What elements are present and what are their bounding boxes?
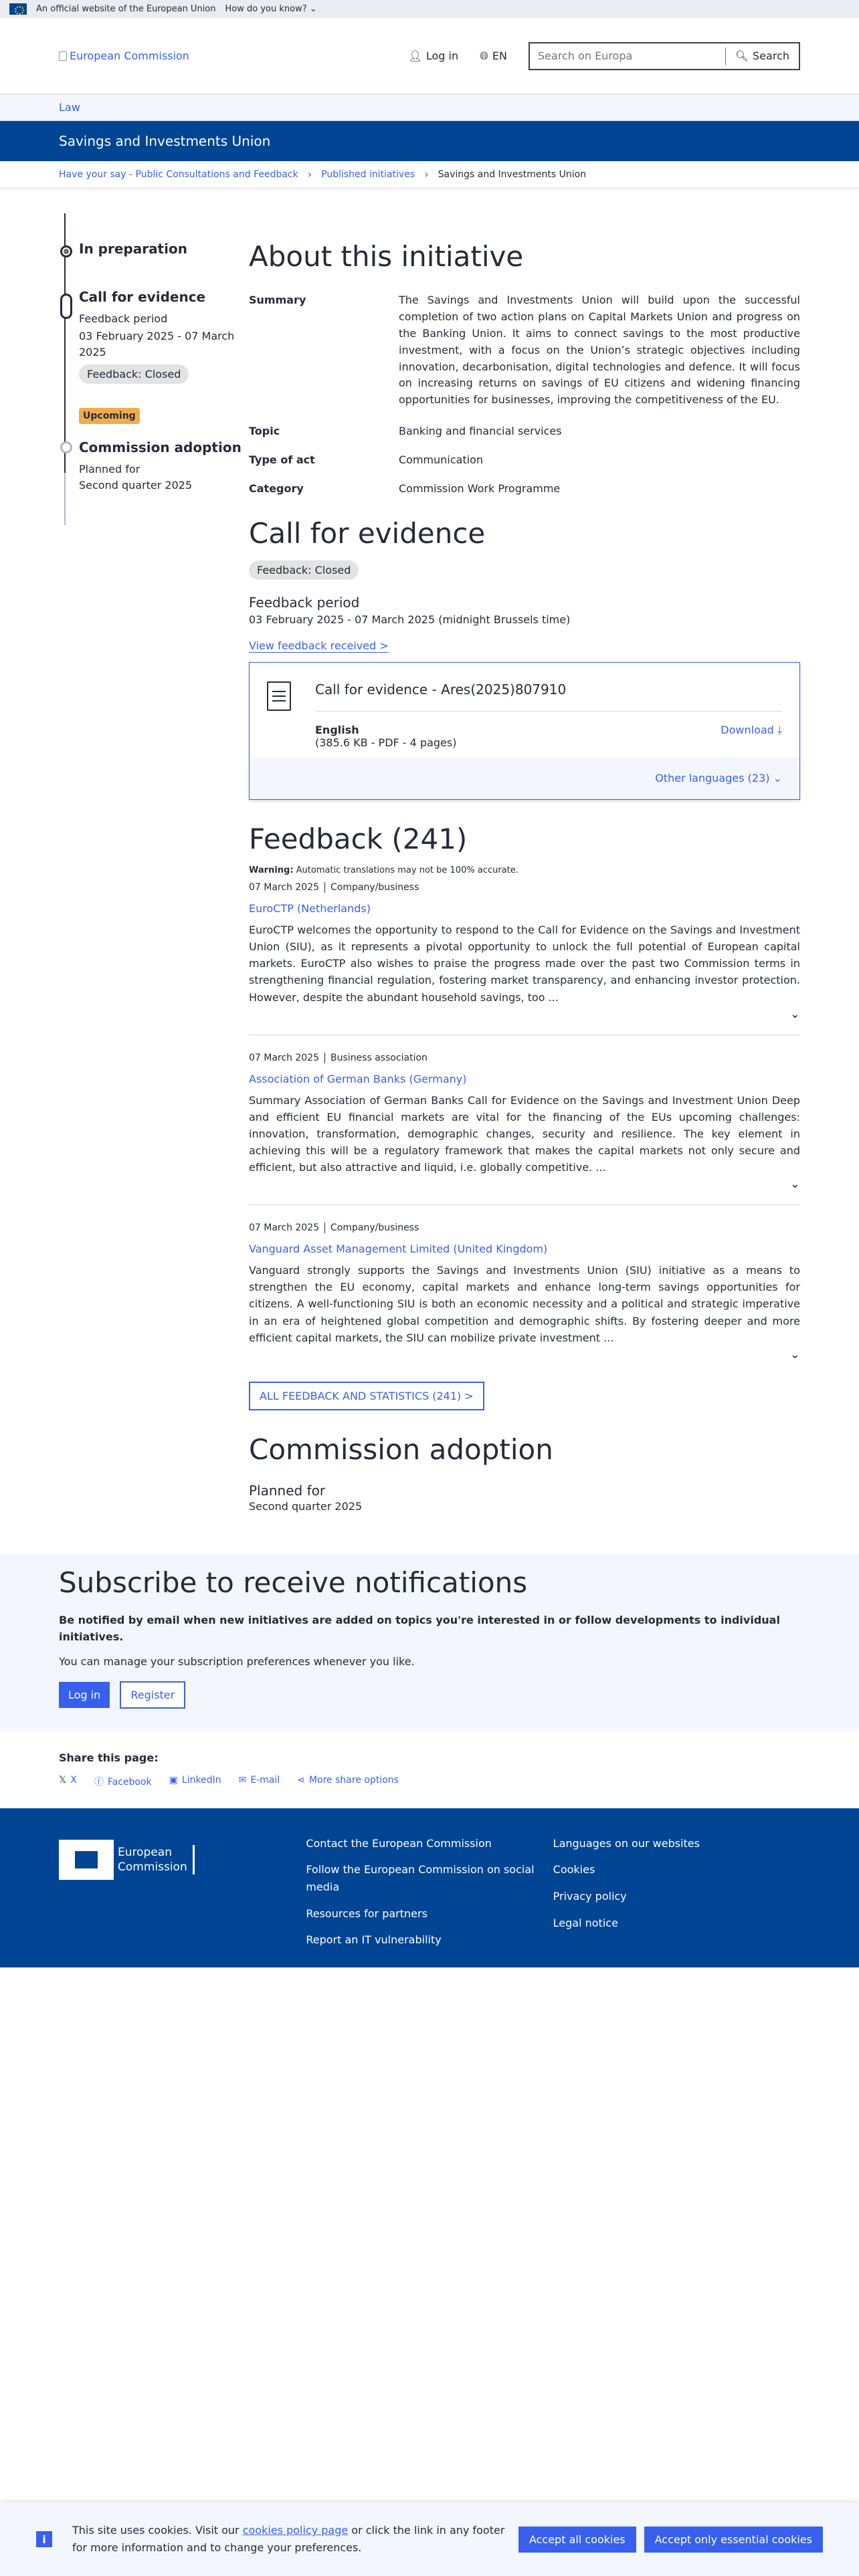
accept-all-cookies-button[interactable]: Accept all cookies (518, 2527, 636, 2553)
share-icon: ⋖ (297, 1774, 305, 1786)
document-card (249, 662, 800, 800)
share-section (0, 1731, 859, 1808)
footer-logo[interactable]: European Commission (59, 1835, 306, 1885)
timeline-step-adoption: Commission adoption Planned for Second quarter 2025 (79, 439, 249, 494)
footer-link[interactable]: Contact the European Commission (306, 1836, 492, 1850)
footer-links-2 (553, 1835, 800, 1941)
search-input[interactable] (530, 43, 725, 69)
share-email-link[interactable]: ✉ E-mail (238, 1774, 280, 1786)
ec-logo-icon (59, 1840, 114, 1880)
subscribe-section (0, 1554, 859, 1731)
login-button[interactable]: 👤︎ Log in (408, 49, 459, 62)
feedback-period-label: Feedback period (249, 594, 360, 611)
language-button[interactable]: 🌐︎ EN (480, 49, 507, 62)
breadcrumb-published-initiatives[interactable]: Published initiatives (321, 169, 415, 180)
expand-chevron-icon[interactable]: ⌄ (789, 1177, 800, 1192)
cfe-title: Call for evidence (249, 517, 486, 550)
all-feedback-button[interactable]: ALL FEEDBACK AND STATISTICS (241) > (249, 1382, 484, 1410)
topic-row: Topic Banking and financial services (249, 424, 562, 437)
timeline-step-preparation: In preparation (79, 240, 249, 257)
footer-link[interactable]: Languages on our websites (553, 1836, 700, 1850)
cookies-policy-link[interactable]: cookies policy page (242, 2524, 349, 2537)
footer-link[interactable]: Resources for partners (306, 1907, 427, 1920)
chevron-down-icon: ⌄ (309, 4, 317, 14)
download-icon: ⤓ (777, 723, 782, 736)
chevron-down-icon: ⌄ (773, 771, 782, 784)
footer-link[interactable]: Report an IT vulnerability (306, 1933, 442, 1947)
feedback-item: 07 March 2025 Company/business Vanguard Asset Management Limited (United Kingdom) Vanguard strongly supports the Savings and Investments Union (SIU) initiative as a means to strengthen the EU economy, capital markets and enhance long-term savings opportunities for citizens. A well-functioning SIU is both an economic necessity and a political and strategic imperative in an era of heightened global competition and demographic shifts. By fostering deeper and more efficient capital markets, the SIU can mobilize private investment ... ⌄ (249, 1222, 800, 1362)
share-title: Share this page: (59, 1751, 159, 1764)
subscribe-description: Be notified by email when new initiatives are added on topics you're interested in or follow developments to individual initiatives. (59, 1614, 780, 1643)
feedback-item: 07 March 2025 Business association Association of German Banks (Germany) Summary Association of German Banks Call for Evidence on the Savings and Investment Union Deep and efficient EU financial markets are vital for the financing of the EUs upcoming challenges: innovation, transformation, demographic changes, security and resilience. The key element in achieving this will be a regulatory framework that makes the capital markets not only secure and efficient, but also attractive and liquid, i.e. globally competitive. ... ⌄ (249, 1035, 800, 1206)
breadcrumb-have-your-say[interactable]: Have your say - Public Consultations and Feedback (59, 169, 298, 180)
search-icon: 🔍︎ (735, 49, 749, 62)
step-done-icon (60, 245, 72, 257)
other-languages-button[interactable]: Other languages (23) ⌄ (655, 771, 782, 784)
planned-for-value: Second quarter 2025 (249, 1500, 363, 1513)
document-icon (267, 681, 291, 711)
status-badge: Feedback: Closed (249, 560, 359, 580)
feedback-period: 03 February 2025 - 07 March 2025 (midnight Brussels time) (249, 613, 571, 626)
facebook-icon: ⓕ (94, 1776, 104, 1788)
feedback-title: Feedback (241) (249, 822, 468, 855)
chevron-right-icon: › (307, 168, 312, 181)
subscribe-note: You can manage your subscription preferences whenever you like. (59, 1654, 415, 1668)
user-icon: 👤︎ (408, 49, 422, 62)
site-name[interactable]: Savings and Investments Union (59, 133, 271, 149)
cookie-banner (0, 2502, 859, 2576)
document-meta: (385.6 KB - PDF - 4 pages) (315, 736, 457, 749)
site-header (0, 18, 859, 94)
share-facebook-link[interactable]: ⓕ Facebook (94, 1776, 152, 1788)
footer-link[interactable]: Legal notice (553, 1916, 618, 1929)
feedback-author-link[interactable]: EuroCTP (Netherlands) (249, 902, 371, 916)
download-link[interactable]: Download ⤓ (721, 723, 782, 736)
law-bar (0, 94, 859, 121)
search-form (529, 42, 800, 70)
adoption-title: Commission adoption (249, 1432, 553, 1466)
document-title: Call for evidence - Ares(2025)807910 (315, 681, 567, 697)
eu-flag-icon (9, 3, 27, 15)
site-footer (0, 1808, 859, 1967)
status-badge: Feedback: Closed (79, 364, 189, 384)
search-button[interactable]: 🔍︎ Search (726, 49, 799, 62)
breadcrumb-current: Savings and Investments Union (438, 169, 587, 180)
feedback-author-link[interactable]: Association of German Banks (Germany) (249, 1072, 467, 1085)
linkedin-icon: ▣ (169, 1774, 178, 1786)
footer-link[interactable]: Privacy policy (553, 1889, 627, 1903)
law-link[interactable]: Law (59, 101, 80, 114)
expand-chevron-icon[interactable]: ⌄ (789, 1006, 800, 1021)
footer-links-1 (306, 1835, 553, 1947)
how-do-you-know-link[interactable]: How do you know? ⌄ (225, 4, 317, 14)
subscribe-title: Subscribe to receive notifications (59, 1566, 528, 1600)
initiative-timeline (59, 240, 249, 1513)
register-button[interactable]: Register (120, 1681, 185, 1709)
step-upcoming-icon (60, 441, 72, 453)
view-feedback-link[interactable]: View feedback received > (249, 639, 389, 652)
breadcrumb (0, 161, 859, 188)
planned-for-label: Planned for (249, 1483, 326, 1499)
ec-logo-link[interactable]: European Commission (59, 49, 189, 62)
footer-link[interactable]: Cookies (553, 1863, 595, 1876)
feedback-item: 07 March 2025 Company/business EuroCTP (Netherlands) EuroCTP welcomes the opportunity to respond to the Call for Evidence on the Savings and Investment Union (SIU), as it represents a pivotal opportunity to unlock the full potential of European capital markets. EuroCTP also wishes to praise the progress made over the past two Commission terms in strengthening financial regulation, fostering market transparency, and enhancing investor protection. However, despite the abundant household savings, too ... ⌄ (249, 882, 800, 1035)
official-site-text: An official website of the European Union (36, 4, 216, 14)
cookie-text: This site uses cookies. Visit our cookies policy page or click the link in any footer for more information and to change your preferences. (72, 2524, 505, 2554)
share-x-link[interactable]: 𝕏 X (59, 1774, 77, 1786)
site-name-bar (0, 121, 859, 161)
expand-chevron-icon[interactable]: ⌄ (789, 1347, 800, 1362)
upcoming-badge: Upcoming (79, 408, 140, 424)
broken-image-icon (59, 51, 67, 61)
info-icon: i (36, 2531, 52, 2547)
x-icon: 𝕏 (59, 1774, 67, 1786)
category-row: Category Commission Work Programme (249, 481, 561, 495)
share-linkedin-link[interactable]: ▣ LinkedIn (169, 1774, 221, 1786)
accept-essential-cookies-button[interactable]: Accept only essential cookies (644, 2527, 823, 2553)
footer-link[interactable]: Follow the European Commission on social media (306, 1863, 535, 1893)
about-title: About this initiative (249, 240, 524, 273)
chevron-right-icon: › (424, 168, 429, 181)
globe-icon: 🌐︎ (480, 49, 488, 62)
timeline-step-call-for-evidence: Call for evidence Feedback period 03 February 2025 - 07 March 2025 Feedback: Closed (79, 288, 249, 384)
feedback-author-link[interactable]: Vanguard Asset Management Limited (United Kingdom) (249, 1243, 548, 1256)
email-icon: ✉ (238, 1774, 247, 1786)
document-language: English (315, 723, 359, 736)
translation-warning: Warning: Automatic translations may not be 100% accurate. (249, 865, 518, 876)
share-more-link[interactable]: ⋖ More share options (297, 1774, 399, 1786)
type-of-act-row: Type of act Communication (249, 453, 484, 466)
summary-row: Summary The Savings and Investments Union will build upon the successful completion of two action plans on Capital Markets Union and progress on the Banking Union. It aims to connect savings to the most productive investment, with a focus on the Union’s strategic objectives including innovation, decarbonisation, digital technologies and defence. It will focus on increasing returns on savings of EU citizens and widening financing opportunities for businesses, improving the competitiveness of the EU. (249, 294, 800, 407)
subscribe-login-button[interactable]: Log in (59, 1682, 110, 1708)
step-current-icon (60, 294, 72, 319)
global-banner (0, 0, 859, 18)
